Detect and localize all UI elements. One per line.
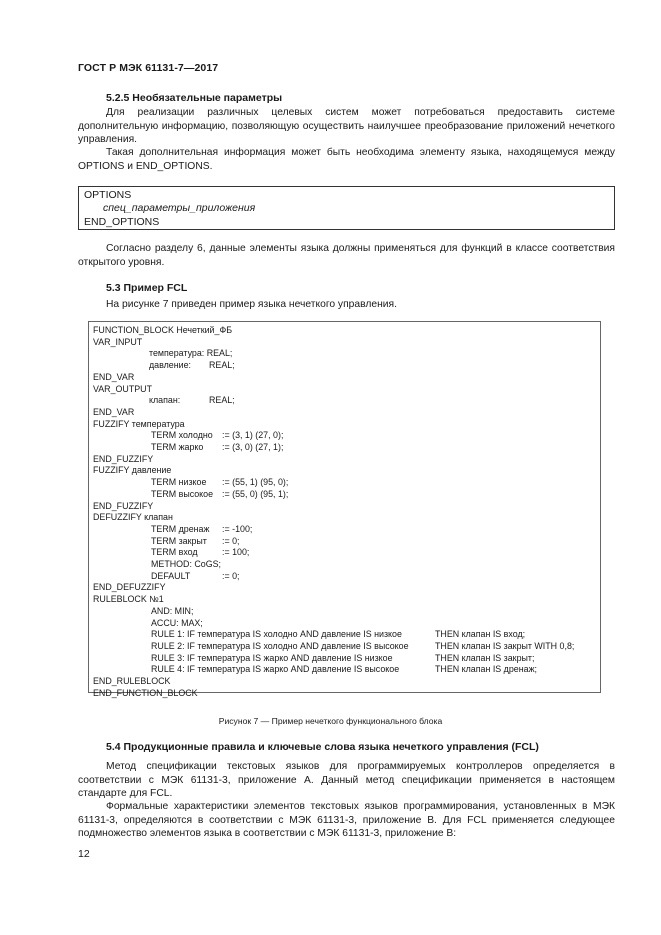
code-line: THEN клапан IS вход;	[435, 629, 526, 640]
code-line: RULE 1: IF температура IS холодно AND давление IS низкое	[151, 629, 402, 640]
page-number: 12	[78, 848, 90, 860]
section-5-2-5-paragraph-1: Для реализации различных целевых систем может потребоваться предоставить системе дополнительную информацию, позволяющую осуществить наилучшее преобразование приложений нечеткого управления.	[78, 107, 615, 145]
code-line: := -100;	[222, 523, 253, 534]
section-5-4-paragraph-1: Метод спецификации текстовых языков для программируемых контроллеров определяется в соответствии с МЭК 61131-3, приложение А. Данный метод спецификации применяется в настоящем стандарте для FCL.	[78, 761, 615, 799]
section-5-2-5-heading: 5.2.5 Необязательные параметры	[106, 92, 283, 104]
code-line: FUNCTION_BLOCK Нечеткий_ФБ	[93, 325, 233, 335]
fcl-example-code-box	[88, 321, 601, 698]
code-line: RULE 2: IF температура IS холодно AND давление IS высокое	[151, 640, 409, 651]
options-box-line-2: спец_параметры_приложения	[103, 202, 256, 215]
code-line: RULE 4: IF температура IS жарко AND давление IS высокое	[151, 664, 400, 675]
code-line: TERM высокое	[151, 488, 214, 499]
figure-7-caption: Рисунок 7 — Пример нечеткого функционального блока	[218, 716, 443, 726]
code-line: TERM низкое	[151, 477, 207, 488]
code-line: := 0;	[222, 570, 240, 581]
code-line: := (3, 0) (27, 1);	[222, 442, 284, 452]
code-line: DEFAULT	[151, 570, 191, 581]
section-5-2-5-paragraph-2: Такая дополнительная информация может быть необходима элементу языка, находящемуся между OPTIONS и END_OPTIONS.	[78, 147, 615, 172]
code-line: REAL;	[209, 395, 235, 406]
code-line: VAR_INPUT	[93, 336, 143, 347]
section-5-4-heading: 5.4 Продукционные правила и ключевые слова языка нечеткого управления (FCL)	[106, 741, 539, 753]
code-line: TERM дренаж	[151, 523, 210, 534]
code-line: := 0;	[222, 535, 240, 546]
code-line: ACCU: MAX;	[151, 617, 203, 628]
document-header: ГОСТ Р МЭК 61131-7—2017	[78, 62, 219, 74]
code-line: TERM холодно	[151, 430, 213, 441]
section-5-3-paragraph: На рисунке 7 приведен пример языка нечеткого управления.	[106, 299, 397, 310]
code-line: THEN клапан IS закрыт;	[435, 652, 535, 663]
code-line: REAL;	[209, 360, 235, 371]
code-line: RULEBLOCK №1	[93, 594, 164, 605]
code-line: END_RULEBLOCK	[93, 676, 171, 686]
code-line: клапан:	[149, 395, 181, 406]
code-line: := (55, 0) (95, 1);	[222, 488, 289, 499]
code-line: THEN клапан IS дренаж;	[435, 664, 537, 675]
code-line: TERM закрыт	[151, 535, 207, 546]
code-line: END_DEFUZZIFY	[93, 582, 166, 593]
paragraph-after-options: Согласно разделу 6, данные элементы языка должны применяться для функций в классе соответствия открытого уровня.	[78, 243, 615, 268]
code-line: END_FUZZIFY	[93, 453, 154, 464]
code-line: := (3, 1) (27, 0);	[222, 430, 284, 441]
code-line: FUZZIFY давление	[93, 465, 172, 476]
code-line: DEFUZZIFY клапан	[93, 512, 173, 523]
code-line: END_FUNCTION_BLOCK	[93, 687, 198, 698]
options-box-line-3: END_OPTIONS	[84, 215, 160, 228]
code-line: END_VAR	[93, 406, 135, 417]
options-box	[78, 186, 615, 230]
code-line: THEN клапан IS закрыт WITH 0,8;	[435, 640, 575, 651]
code-line: END_VAR	[93, 371, 135, 382]
code-line: TERM жарко	[151, 442, 204, 452]
options-box-line-1: OPTIONS	[84, 189, 132, 201]
code-line: давление:	[149, 360, 191, 371]
code-line: METHOD: CoGS;	[151, 559, 222, 569]
code-line: TERM вход	[151, 547, 198, 558]
section-5-3-heading: 5.3 Пример FCL	[106, 282, 188, 294]
section-5-4-paragraph-2: Формальные характеристики элементов текстовых языков программирования, установленных в МЭК 61131-3, определяются в соответствии с МЭК 61131-3, приложение В. Для FCL применяется следующее подмножество элементов языка в соответствии с МЭК 61131-3, приложение В:	[78, 801, 615, 839]
code-line: AND: MIN;	[151, 605, 194, 616]
code-line: := 100;	[222, 547, 250, 558]
code-line: := (55, 1) (95, 0);	[222, 477, 289, 488]
code-line: RULE 3: IF температура IS жарко AND давление IS низкое	[151, 652, 393, 663]
code-line: END_FUZZIFY	[93, 500, 154, 511]
code-line: температура: REAL;	[149, 348, 233, 359]
code-line: FUZZIFY температура	[93, 418, 185, 429]
code-line: VAR_OUTPUT	[93, 383, 153, 394]
